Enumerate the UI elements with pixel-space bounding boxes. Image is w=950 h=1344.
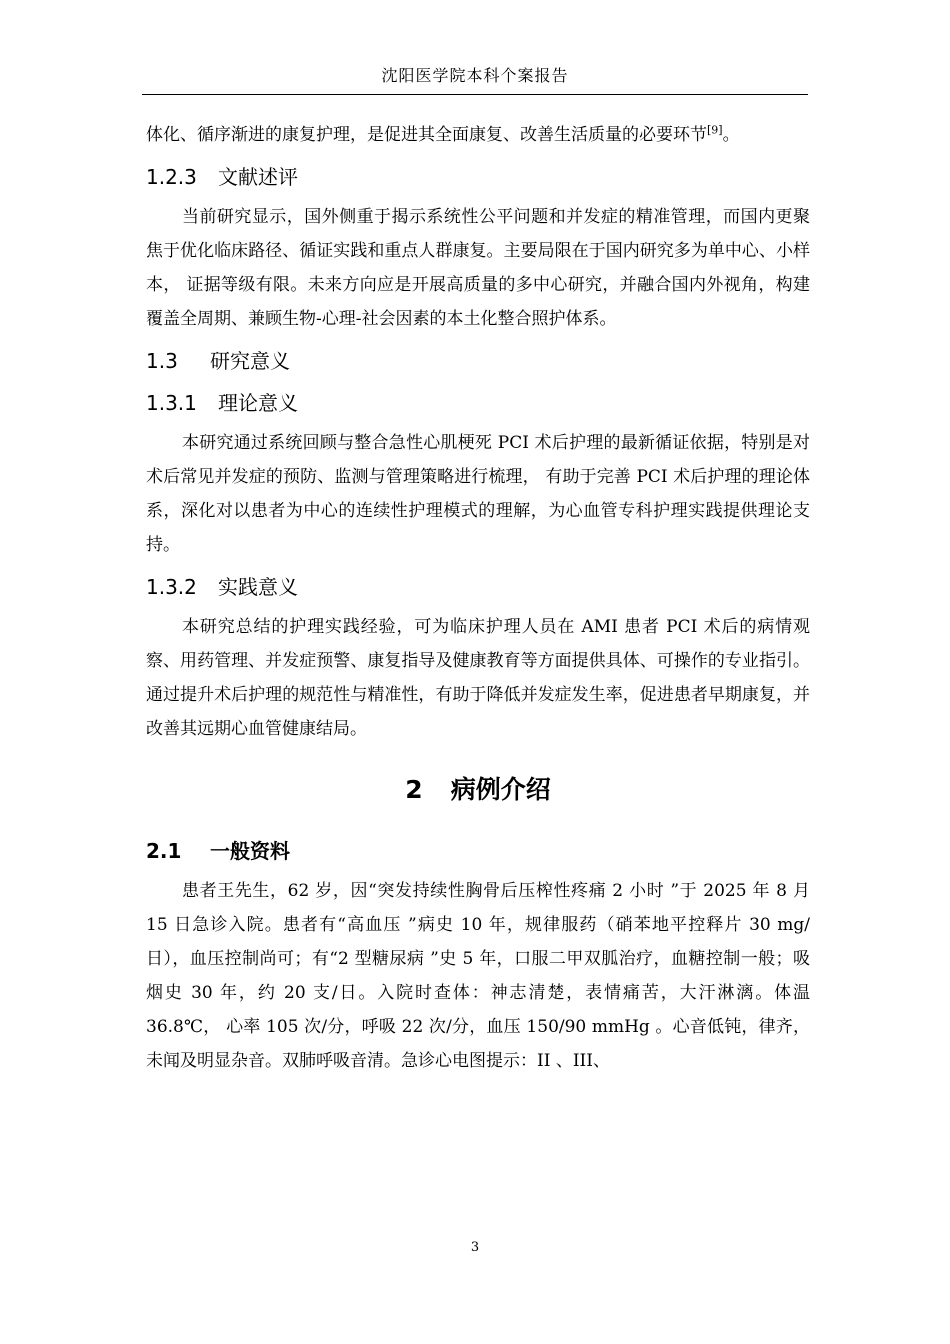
running-header: 沈阳医学院本科个案报告 bbox=[381, 66, 569, 85]
header-rule bbox=[142, 94, 808, 95]
section-number: 1.3 bbox=[146, 349, 178, 373]
section-number: 1.3.1 bbox=[146, 391, 197, 415]
section-heading-1-3 bbox=[146, 344, 810, 378]
paragraph-general-information: 患者王先生，62 岁，因“突发持续性胸骨后压榨性疼痛 2 小时 ”于 2025 年 8 月 15 日急诊入院。患者有“高血压 ”病史 10 年，规律服药（硝苯地平控释片 30 mg/日），血压控制尚可；有“2 型糖尿病 ”史 5 年，口服二甲双胍治疗，血糖控制一般；吸烟史 30 年，约 20 支/日。入院时查体：神志清楚，表情痛苦，大汗淋漓。体温 36.8℃， 心率 105 次/分，呼吸 22 次/分，血压 150/90 mmHg 。心音低钝，律齐，未闻及明显杂音。双肺呼吸音清。急诊心电图提示：II 、III、 bbox=[146, 881, 810, 1071]
section-title: 一般资料 bbox=[210, 839, 290, 863]
section-title: 理论意义 bbox=[218, 391, 298, 415]
section-title: 文献述评 bbox=[218, 165, 298, 189]
section-heading-1-3-1 bbox=[146, 386, 810, 420]
paragraph-literature-review: 当前研究显示，国外侧重于揭示系统性公平问题和并发症的精准管理，而国内更聚焦于优化临床路径、循证实践和重点人群康复。主要局限在于国内研究多为单中心、小样本， 证据等级有限。未来方向应是开展高质量的多中心研究，并融合国内外视角，构建覆盖全周期、兼顾生物-心理-社会因素的本土化整合照护体系。 bbox=[146, 207, 810, 329]
section-number: 1.3.2 bbox=[146, 575, 197, 599]
page-number: 3 bbox=[470, 1240, 480, 1255]
section-heading-1-3-2 bbox=[146, 570, 810, 604]
paragraph-text: 体化、循序渐进的康复护理，是促进其全面康复、改善生活质量的必要环节 bbox=[146, 125, 707, 145]
section-number: 2.1 bbox=[146, 839, 182, 863]
section-heading-1-2-3 bbox=[146, 160, 810, 194]
section-heading-2-1 bbox=[146, 834, 810, 868]
body-text bbox=[146, 118, 810, 1078]
paragraph-practical-significance: 本研究总结的护理实践经验，可为临床护理人员在 AMI 患者 PCI 术后的病情观察、用药管理、并发症预警、康复指导及健康教育等方面提供具体、可操作的专业指引。通过提升术后护理的规范性与精准性，有助于降低并发症发生率，促进患者早期康复，并改善其远期心血管健康结局。 bbox=[146, 617, 810, 739]
paragraph-continuation bbox=[146, 118, 810, 152]
chapter-title: 病例介绍 bbox=[450, 775, 551, 804]
citation: [9] bbox=[707, 123, 723, 137]
paragraph-tail: 。 bbox=[722, 125, 740, 145]
section-number: 1.2.3 bbox=[146, 165, 197, 189]
chapter-number: 2 bbox=[405, 775, 423, 804]
paragraph-theoretical-significance: 本研究通过系统回顾与整合急性心肌梗死 PCI 术后护理的最新循证依据，特别是对术后常见并发症的预防、监测与管理策略进行梳理， 有助于完善 PCI 术后护理的理论体系，深化对以患者为中心的连续性护理模式的理解，为心血管专科护理实践提供理论支持。 bbox=[146, 433, 810, 555]
section-title: 研究意义 bbox=[210, 349, 290, 373]
section-title: 实践意义 bbox=[218, 575, 298, 599]
chapter-heading-2 bbox=[146, 770, 810, 810]
